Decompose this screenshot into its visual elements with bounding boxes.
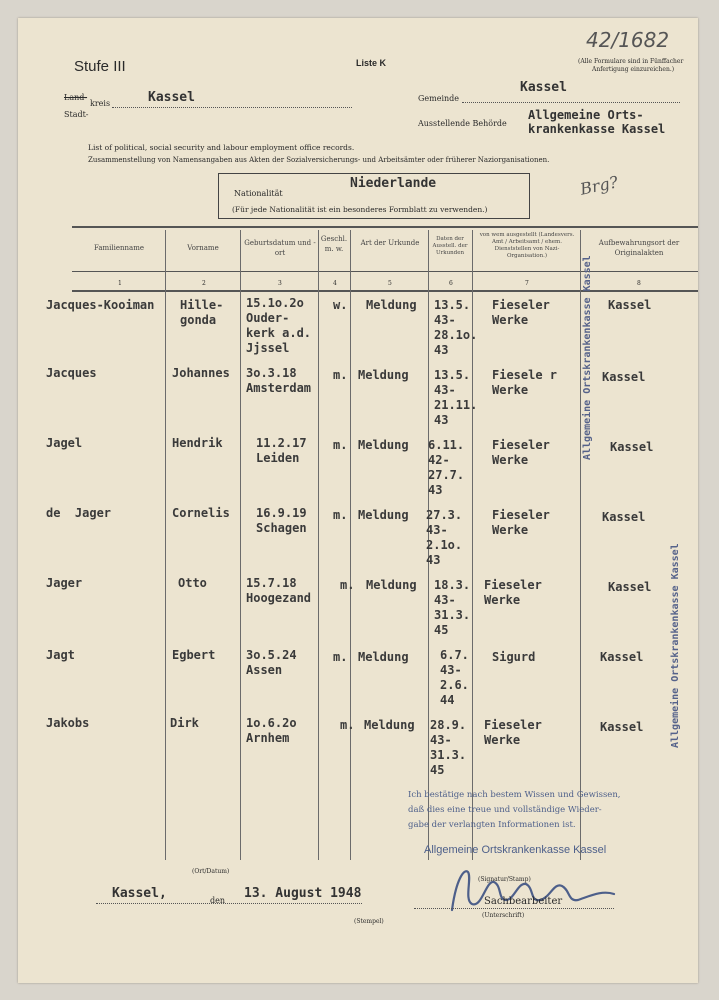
cell-vorname: Otto	[178, 576, 207, 590]
cell-vorname: Cornelis	[172, 506, 230, 520]
cell-aussteller: Fieseler Werke	[484, 578, 542, 607]
cell-art: Meldung	[358, 438, 409, 452]
col-header-daten: Daten der Ausstell. der Urkunden	[432, 236, 468, 256]
landkreis-label-top: Land-	[64, 93, 88, 102]
cell-vorname: Egbert	[172, 648, 216, 662]
certification-line-2: daß dies eine treue und vollständige Wieder-	[408, 805, 602, 815]
col-divider-7	[580, 230, 581, 860]
cell-geburt: 3o.5.24 Assen	[246, 648, 297, 677]
cell-ort: Kassel	[608, 298, 652, 312]
den-label: den	[210, 896, 226, 905]
cell-daten: 28.9. 43- 31.3. 45	[430, 718, 467, 777]
cell-familienname: Jacques-Kooiman	[46, 298, 155, 312]
description-de: Zusammenstellung von Namensangaben aus Akten der Sozialversicherungs- und Arbeitsämter oder früherer Naziorganisationen.	[88, 156, 550, 164]
cell-daten: 6.7. 43- 2.6. 44	[440, 648, 469, 707]
col-num-5: 5	[388, 280, 392, 287]
nationality-label: Nationalität	[234, 189, 283, 198]
behoerde-label: Ausstellende Behörde	[418, 119, 507, 128]
cell-geschl: m.	[333, 438, 348, 452]
col-header-vorname: Vorname	[187, 244, 219, 252]
cell-familienname: Jagt	[46, 648, 75, 662]
cell-art: Meldung	[366, 578, 417, 592]
ort-value: Kassel,	[112, 886, 167, 901]
col-header-familienname: Familienname	[93, 244, 145, 252]
cell-ort: Kassel	[602, 370, 646, 384]
cell-daten: 27.3. 43- 2.1o. 43	[426, 508, 463, 567]
col-num-3: 3	[278, 280, 282, 287]
cell-geburt: 1o.6.2o Arnhem	[246, 716, 297, 745]
cell-ort: Kassel	[600, 650, 644, 664]
cell-familienname: Jakobs	[46, 716, 90, 730]
reference-number: 42/1682	[586, 28, 670, 52]
cell-ort: Kassel	[610, 440, 654, 454]
institution-stamp: Allgemeine Ortskrankenkasse Kassel	[424, 844, 607, 856]
cell-vorname: Hille- gonda	[180, 298, 224, 327]
cell-daten: 13.5. 43- 28.1o. 43	[434, 298, 478, 357]
cell-art: Meldung	[358, 650, 409, 664]
col-header-geburt: Geburtsdatum und -ort	[244, 239, 316, 257]
description-en: List of political, social security and labour employment office records.	[88, 143, 355, 152]
side-stamp-lower: Allgemeine Ortskrankenkasse Kassel	[670, 543, 681, 748]
cell-ort: Kassel	[608, 580, 652, 594]
cell-geburt: 11.2.17 Leiden	[256, 436, 307, 465]
side-stamp-upper: Allgemeine Ortskrankenkasse Kassel	[582, 255, 593, 460]
cell-daten: 18.3. 43- 31.3. 45	[434, 578, 471, 637]
sachbearbeiter-label: Sachbearbeiter	[484, 896, 563, 907]
cell-geschl: m.	[333, 368, 348, 382]
certification-line-1: Ich bestätige nach bestem Wissen und Gewissen,	[408, 790, 621, 800]
date-underline	[96, 903, 362, 904]
cell-daten: 13.5. 43- 21.11. 43	[434, 368, 478, 427]
signature-underline	[414, 908, 614, 909]
gemeinde-label: Gemeinde	[418, 94, 460, 103]
nationality-note: (Für jede Nationalität ist ein besonderes Formblatt zu verwenden.)	[232, 205, 488, 214]
col-num-6: 6	[449, 280, 453, 287]
cell-geburt: 15.1o.2o Ouder- kerk a.d. Jjssel	[246, 296, 312, 355]
cell-geburt: 3o.3.18 Amsterdam	[246, 366, 312, 395]
gemeinde-value: Kassel	[520, 80, 567, 95]
landkreis-label-bottom: Stadt-	[64, 110, 89, 119]
col-header-art: Art der Urkunde	[360, 239, 420, 247]
ort-datum-label: (Ort/Datum)	[192, 868, 230, 875]
col-header-geschl: Geschl. m. w.	[320, 235, 348, 253]
stempel-label: (Stempel)	[354, 918, 384, 925]
col-divider-2	[240, 230, 241, 860]
cell-aussteller: Fieseler Werke	[484, 718, 542, 747]
cell-geschl: m.	[340, 578, 355, 592]
cell-aussteller: Sigurd	[492, 650, 536, 664]
cell-ort: Kassel	[602, 510, 646, 524]
behoerde-value-1: Allgemeine Orts-	[528, 108, 644, 122]
landkreis-underline	[112, 107, 352, 108]
cell-aussteller: Fiesele r Werke	[492, 368, 558, 397]
col-num-2: 2	[202, 280, 206, 287]
handwritten-signature	[442, 860, 622, 920]
cell-aussteller: Fieseler Werke	[492, 508, 550, 537]
liste-label: Liste K	[356, 58, 387, 68]
col-divider-4	[350, 230, 351, 860]
table-top-line	[72, 226, 698, 228]
unterschrift-label: (Unterschrift)	[482, 912, 525, 919]
col-num-4: 4	[333, 280, 337, 287]
cell-aussteller: Fieseler Werke	[492, 298, 550, 327]
landkreis-label-mid: kreis	[90, 99, 111, 108]
col-divider-3	[318, 230, 319, 860]
cell-vorname: Johannes	[172, 366, 230, 380]
date-value: 13. August 1948	[244, 886, 362, 901]
cell-art: Meldung	[366, 298, 417, 312]
cell-familienname: Jacques	[46, 366, 97, 380]
cell-familienname: Jager	[46, 576, 83, 590]
col-header-aussteller: von wem ausgestellt (Landesvers. Amt / Arbeitsamt / ehem. Dienststellen von Nazi-Organisation.)	[479, 232, 575, 259]
cell-familienname: de Jager	[46, 506, 112, 520]
stufe-label: Stufe III	[74, 58, 126, 75]
cell-ort: Kassel	[600, 720, 644, 734]
cell-geburt: 15.7.18 Hoogezand	[246, 576, 312, 605]
cell-art: Meldung	[358, 508, 409, 522]
cell-geschl: m.	[340, 718, 355, 732]
cell-aussteller: Fieseler Werke	[492, 438, 550, 467]
handwritten-mark: Brg?	[578, 172, 620, 199]
nationality-value: Niederlande	[350, 176, 437, 191]
cell-geschl: w.	[333, 298, 348, 312]
gemeinde-underline	[462, 102, 680, 103]
signature-stamp-label: (Signatur/Stamp)	[478, 876, 531, 883]
cell-geschl: m.	[333, 650, 348, 664]
col-num-8: 8	[637, 280, 641, 287]
cell-geburt: 16.9.19 Schagen	[256, 506, 307, 535]
col-num-1: 1	[118, 280, 122, 287]
cell-daten: 6.11. 42- 27.7. 43	[428, 438, 465, 497]
form-note-1: (Alle Formulare sind in Fünffacher	[578, 58, 684, 65]
cell-geschl: m.	[333, 508, 348, 522]
cell-art: Meldung	[358, 368, 409, 382]
col-divider-1	[165, 230, 166, 860]
cell-art: Meldung	[364, 718, 415, 732]
col-num-7: 7	[525, 280, 529, 287]
behoerde-value-2: krankenkasse Kassel	[528, 122, 666, 136]
cell-familienname: Jagel	[46, 436, 83, 450]
col-header-ort: Aufbewahrungsort der Originalakten	[598, 239, 680, 257]
cell-vorname: Dirk	[170, 716, 199, 730]
landkreis-value: Kassel	[148, 90, 195, 105]
form-note-2: Anfertigung einzureichen.)	[592, 66, 675, 73]
cell-vorname: Hendrik	[172, 436, 223, 450]
certification-line-3: gabe der verlangten Informationen ist.	[408, 820, 576, 830]
